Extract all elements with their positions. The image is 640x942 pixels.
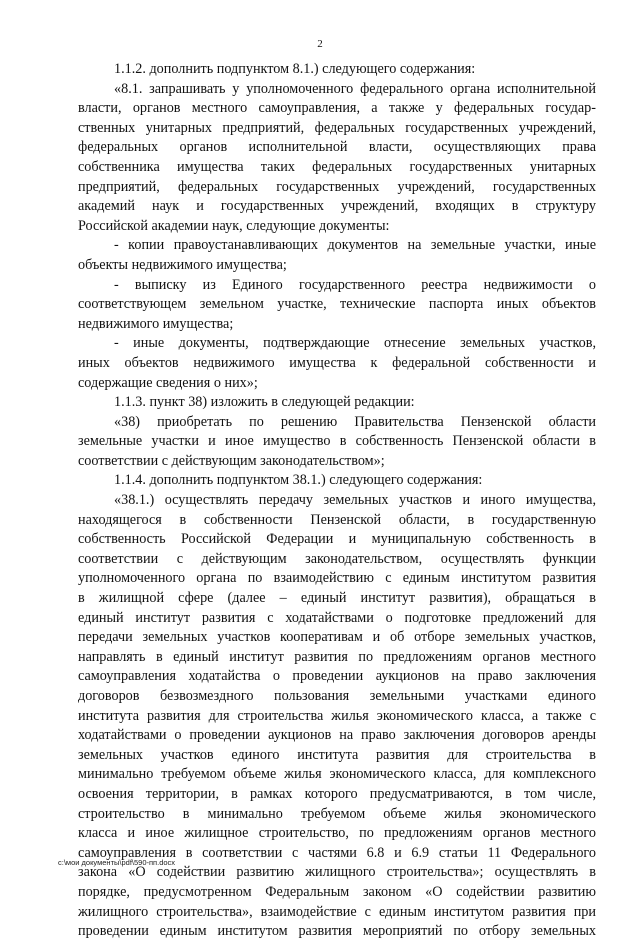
text-line: собственность Российской Федерации и муниципальную собственность в (78, 531, 596, 548)
text-line: строительство в минимально требуемом объеме жилья экономического (78, 805, 596, 822)
text-line: находящегося в собственности Пензенской области, в государственную (78, 511, 596, 528)
text-line: 1.1.4. дополнить подпунктом 38.1.) следующего содержания: (114, 472, 483, 489)
text-line: жилищного строительства», взаимодействие с единым институтом развития при (78, 903, 596, 920)
text-line: минимально требуемом объеме жилья экономического класса, для комплексного (78, 766, 596, 783)
text-line: порядке, предусмотренном Федеральным законом «О содействии развитию (78, 883, 596, 900)
text-line: - иные документы, подтверждающие отнесение земельных участков, (114, 335, 596, 352)
text-line: самоуправления ходатайства о проведении аукционов на право заключения (78, 668, 596, 685)
document-body (78, 60, 596, 942)
text-line: уполномоченного органа по взаимодействию с единым институтом развития (78, 570, 596, 587)
text-line: класса и иное жилищное строительство, по предложениям органов местного (78, 825, 596, 842)
text-line: академий наук и государственных учреждений, входящих в структуру (78, 198, 596, 215)
text-line: «8.1. запрашивать у уполномоченного федерального органа исполнительной (114, 80, 596, 97)
text-line: проведении единым институтом развития мероприятий по отбору земельных (78, 923, 596, 940)
text-line: «38) приобретать по решению Правительства Пензенской области (114, 413, 596, 430)
text-line: 1.1.2. дополнить подпунктом 8.1.) следующего содержания: (114, 61, 476, 77)
text-line: закона «О содействии развитию жилищного строительства»; осуществлять в (78, 864, 596, 881)
text-line: ходатайствами о проведении аукционов на право заключения договоров аренды (78, 727, 596, 744)
text-line: института развития для строительства жилья экономического класса, а также с (78, 707, 596, 724)
text-line: «38.1.) осуществлять передачу земельных участков и иного имущества, (114, 492, 596, 509)
text-line: иных объектов недвижимого имущества к федеральной собственности и (78, 354, 596, 371)
text-line: в жилищной сфере (далее – единый институт развития), обращаться в (78, 590, 596, 607)
text-line: соответствующем земельном участке, технические паспорта иных объектов (78, 296, 596, 313)
text-line: единый институт развития с ходатайствами о подготовке предложений для (78, 609, 596, 626)
text-line: собственника имущества таких федеральных государственных унитарных (78, 158, 596, 175)
text-line: содержащие сведения о них»; (78, 374, 258, 391)
text-line: предприятий, федеральных государственных учреждений, государственных (78, 178, 596, 195)
text-line: Российской академии наук, следующие документы: (78, 217, 390, 234)
text-line: передачи земельных участков кооперативам и об отборе земельных участков, (78, 629, 596, 646)
text-line: соответствии с действующим законодательством»; (78, 452, 385, 469)
text-line: - копии правоустанавливающих документов на земельные участки, иные (114, 237, 596, 254)
text-line: самоуправления в соответствии с частями 6.8 и 6.9 статьи 11 Федерального (78, 844, 596, 861)
text-line: земельные участки и иное имущество в собственность Пензенской области в (78, 433, 596, 450)
page-number: 2 (317, 38, 323, 50)
text-line: направлять в единый институт развития по предложениям органов местного (78, 648, 596, 665)
text-line: федеральных органов исполнительной власти, осуществляющих права (78, 139, 596, 156)
text-line: земельных участков единого института развития для строительства в (78, 746, 596, 763)
file-path-footer: c:\мои документы\pdf\590-пп.docx (58, 858, 176, 867)
text-line: власти, органов местного самоуправления, а также у федеральных государ- (78, 100, 596, 117)
text-line: - выписку из Единого государственного реестра недвижимости о (114, 276, 596, 293)
text-line: соответствии с действующим законодательством, осуществлять функции (78, 550, 596, 567)
text-line: ственных унитарных предприятий, федеральных государственных учреждений, (78, 119, 596, 136)
text-line: освоения территории, в рамках которого предусматриваются, в том числе, (78, 785, 596, 802)
text-line: недвижимого имущества; (78, 315, 234, 332)
text-line: объекты недвижимого имущества; (78, 256, 287, 273)
text-line: договоров безвозмездного пользования земельными участками единого (78, 688, 596, 704)
text-line: 1.1.3. пункт 38) изложить в следующей редакции: (114, 394, 415, 411)
